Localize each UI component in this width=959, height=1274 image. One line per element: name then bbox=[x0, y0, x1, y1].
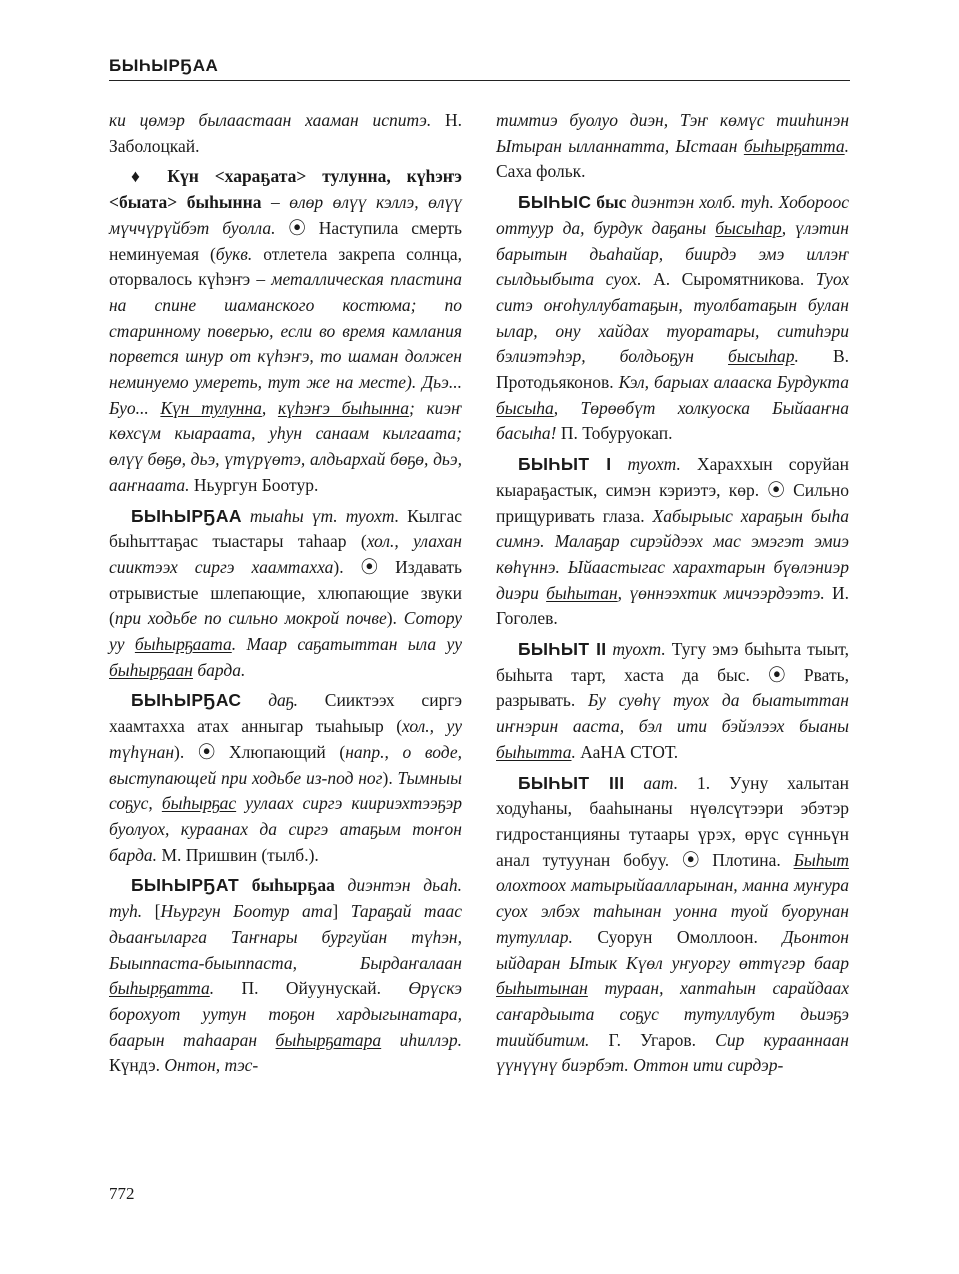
text-run: Суорун Омоллоон. bbox=[572, 926, 783, 947]
italic-run: уулаах сиргэ киириэхтээҕэр буолуох, кураанах да сиргэ атаҕым тоҥон барда. bbox=[109, 793, 462, 865]
headword: БЫҺЫРҔАТ bbox=[131, 875, 239, 896]
italic-run: тыаһы үт. туохт. bbox=[249, 505, 400, 526]
cross-reference: Быһыт bbox=[793, 849, 849, 870]
text-run bbox=[242, 506, 250, 526]
headword: БЫҺЫТ III bbox=[518, 772, 625, 793]
italic-run: олохтоох матырыйаалларынан, манна муҥура суох элбэх таһынан уонна туой буорунан тутуллар. bbox=[496, 875, 849, 947]
italic-run: Сир курааннаан үүнүүнү биэрбэт. Оттон ити сирдэр- bbox=[496, 1029, 849, 1076]
headword: БЫҺЫТ I bbox=[518, 454, 612, 475]
text-run: Н. Заболоцкай. bbox=[109, 110, 462, 156]
entry-byhyrgas bbox=[109, 688, 462, 868]
italic-run: , bbox=[261, 397, 278, 418]
italic-run: Хабырыыс хараҕын быһа симнэ. Малаҕар сирэйдээх мас эмэгэт эмиэ көһүннэ. Ыйаастыгас харахтарын бүөлэниэр диэри bbox=[496, 505, 849, 603]
italic-run: диэнтэн холб. туһ. Хобороос оттуур да, бурдук даҕаны bbox=[496, 192, 849, 238]
entry-idiom bbox=[109, 164, 462, 498]
italic-run: Тымныы соҕус, bbox=[109, 767, 462, 814]
italic-run: өлөр өлүү кэллэ, өлүү мүччүрүйбэт буолла. bbox=[109, 192, 462, 238]
cross-reference: быһытта bbox=[496, 741, 572, 762]
text-run bbox=[611, 454, 627, 474]
text-run: Хараххын соруйан кыараҕастык, симэн кэриэтэ, көр. ⦿ Сильно прищуривать глаза. bbox=[496, 454, 849, 526]
page-number: 772 bbox=[109, 1184, 135, 1203]
right-column bbox=[496, 108, 849, 1084]
text-run: ). ⦿ Издавать отрывистые шлепающие, хлюпающие звуки ( bbox=[109, 556, 462, 629]
text-run: – bbox=[261, 192, 290, 213]
italic-run: тураан, хаптаһын сарайдаах саҥардыыта соҕус тутуллубут дьиэҕэ тиийбитим. bbox=[496, 978, 849, 1050]
text-run: П. Тобуруокап. bbox=[556, 423, 673, 444]
entry-byhyt-2 bbox=[496, 637, 849, 766]
text-run bbox=[335, 875, 348, 895]
italic-run: . bbox=[794, 346, 799, 367]
headword: БЫҺЫС bbox=[518, 192, 592, 213]
text-run: Кылгас быһыттаҕас тыастары таһаар ( bbox=[109, 505, 462, 552]
text-run: ⦿ Наступила смерть неминуемая ( bbox=[109, 217, 463, 264]
cross-reference: быһырҕатта bbox=[743, 135, 845, 156]
bold-run: быс bbox=[596, 192, 627, 213]
italic-run: Өрүскэ борохуот уутун тоҕон хардыгынатара, баарын таһааран bbox=[109, 978, 462, 1050]
italic-run: букв. bbox=[215, 243, 253, 264]
text-run: [ bbox=[142, 901, 161, 922]
italic-run: хол., уу түһүнан bbox=[109, 716, 462, 762]
entry-byhyt-1 bbox=[496, 452, 849, 632]
entry-continuation bbox=[496, 108, 849, 185]
cross-reference: быһырҕаата bbox=[134, 634, 232, 655]
text-run: Тугу эмэ быһыта тыыт, быһыта тарт, хаста да быс. ⦿ Рвать, разрывать. bbox=[496, 639, 849, 711]
left-column bbox=[109, 108, 462, 1084]
text-run: Күндэ. bbox=[109, 1055, 165, 1076]
italic-run: диэнтэн дьаһ. туһ. bbox=[109, 875, 462, 922]
header-rule bbox=[109, 80, 850, 81]
entry-continuation bbox=[109, 108, 462, 159]
text-run: М. Пришвин (тылб.). bbox=[157, 844, 319, 865]
cross-reference: бысыһар bbox=[728, 346, 795, 367]
cross-reference: быһытынан bbox=[496, 978, 588, 999]
italic-run: Дьонтон ыйдаран Ытык Күөл уҥуоргу өттүгэр баар bbox=[496, 926, 849, 973]
italic-run: . bbox=[209, 978, 215, 999]
headword: БЫҺЫРҔАА bbox=[131, 505, 242, 526]
bold-run: быһырҕаа bbox=[251, 875, 335, 896]
cross-reference: быһытан bbox=[546, 582, 618, 603]
italic-run: аат. bbox=[643, 772, 679, 793]
cross-reference: быһырҕатта bbox=[109, 978, 210, 999]
entry-byhys bbox=[496, 190, 849, 447]
cross-reference: быһырҕатара bbox=[275, 1029, 382, 1050]
text-run: Сииктээх сиргэ хаамтахха атах анныгар тыаһыыр ( bbox=[109, 690, 463, 737]
headword: БЫҺЫТ II bbox=[518, 639, 607, 660]
italic-run: при ходьбе по сильно мокрой почве bbox=[114, 608, 387, 629]
text-run: ] bbox=[332, 901, 351, 922]
cross-reference: Күн тулунна bbox=[160, 397, 262, 418]
italic-run: тимтиэ буолуо диэн, Тэҥ көмүс тииһинэн Ытыран ылланнатта, Ыстаан bbox=[496, 110, 849, 156]
italic-run: хол., улахан сииктээх сиргэ хаамтахха bbox=[109, 531, 462, 577]
text-run: 1. Ууну халытан ходуһаны, бааһынаны нүөлсүтээри эбэтэр гидростанцияны тутаары үрэх, өрүс сүнньүн анал тутуунан бобуу. ⦿ Плотина. bbox=[496, 772, 850, 870]
text-run bbox=[241, 690, 268, 710]
italic-run: Бу суөһү туох да быатыттан иҥнэрин ааста, бэл ити бэйэлээх быаны bbox=[496, 690, 849, 737]
italic-run: напр., о воде, выступающей при ходьбе из-под ног bbox=[109, 741, 463, 788]
italic-run: , Төрөөбүт холкуоска Быйааҥна басыһа! bbox=[496, 397, 849, 444]
entry-byhyrgat bbox=[109, 873, 462, 1079]
text-run: П. Ойуунускай. bbox=[214, 978, 409, 999]
cross-reference: күһэҥэ быһынна bbox=[277, 397, 409, 418]
text-run bbox=[239, 875, 252, 895]
text-run: отлетела закрепа солнца, оторвалось күһэҥэ – bbox=[109, 243, 463, 290]
text-run: ). bbox=[382, 767, 398, 788]
text-run: Саха фольк. bbox=[496, 161, 586, 182]
italic-run: Тараҕай таас дьааҥыларга Таҥнары бургуйан түһэн, Быыппаста-быыппаста, Бырдаҥалаан bbox=[109, 901, 462, 973]
italic-run: ки цөмэр былаастаан хааман испитэ. bbox=[109, 110, 432, 130]
headword: БЫҺЫРҔАС bbox=[131, 690, 242, 711]
entry-byhyrgaa bbox=[109, 504, 462, 684]
italic-run: . Маар саҕатыттан ыла уу bbox=[231, 634, 463, 655]
text-run: А. Сыромятникова. bbox=[641, 269, 816, 290]
italic-run: Онтон, тэс- bbox=[164, 1055, 259, 1076]
text-run: И. Гоголев. bbox=[496, 582, 850, 629]
text-run: АаНА СТОТ. bbox=[575, 741, 679, 762]
italic-run: . bbox=[571, 741, 576, 762]
text-run bbox=[624, 773, 643, 793]
cross-reference: быһырҕас bbox=[161, 793, 237, 814]
text-run: Г. Угаров. bbox=[589, 1029, 716, 1050]
italic-run: Кэл, барыах алааска Бурдукта bbox=[618, 372, 849, 393]
text-run: ). ⦿ Хлюпающий ( bbox=[174, 741, 346, 762]
text-run: ). bbox=[386, 608, 404, 629]
italic-run: туохт. bbox=[627, 454, 681, 475]
italic-run: , үлэтин барытын дьаһайар, биирдэ эмэ иллэҥ сылдьыбыта суох. bbox=[496, 217, 849, 290]
italic-run: барда. bbox=[192, 659, 246, 680]
italic-run: туохт. bbox=[612, 639, 666, 660]
italic-run: , үөннээхтик мичээрдээтэ. bbox=[617, 582, 825, 603]
italic-run: иһиллэр. bbox=[381, 1029, 462, 1050]
italic-run: металлическая пластина на спине шаманского костюма; по старинному поверью, если во время камлания порвется шнур от күһэҥэ, то шаман должен неминуемо умереть, тут же на месте). Дьэ... Буо... bbox=[109, 269, 462, 418]
running-head: БЫҺЫРҔАА bbox=[109, 56, 219, 75]
cross-reference: быһырҕаан bbox=[109, 659, 193, 680]
italic-run: Сотору уу bbox=[109, 608, 462, 655]
entry-byhyt-3 bbox=[496, 771, 849, 1079]
italic-run: ; киэҥ көхсүм кыараата, уһун санаам кылгаата; өлүү бөҕө, дьэ, үтүрүөтэ, алдьархай бөҕө, дьэ, ааҥнаата. bbox=[109, 397, 462, 495]
text-run: В. Протодьяконов. bbox=[496, 346, 849, 393]
italic-run: Ньургун Боотур ата bbox=[160, 901, 333, 922]
text-run: Ньургун Боотур. bbox=[189, 474, 319, 495]
cross-reference: бысыһар bbox=[715, 217, 782, 238]
italic-run: даҕ. bbox=[268, 690, 298, 711]
italic-run: Туох ситэ оҥоһуллубатаҕын, туолбатаҕын булан ылар, ону хайдах туоратары, ситиһэри бэлиэтэһэр, болдьоҕун bbox=[496, 269, 849, 367]
italic-run: . bbox=[844, 135, 849, 156]
cross-reference: бысыһа bbox=[496, 397, 554, 418]
bold-run: ♦ Күн <хараҕата> тулунна, күһэҥэ <быата> быһынна bbox=[109, 166, 462, 213]
